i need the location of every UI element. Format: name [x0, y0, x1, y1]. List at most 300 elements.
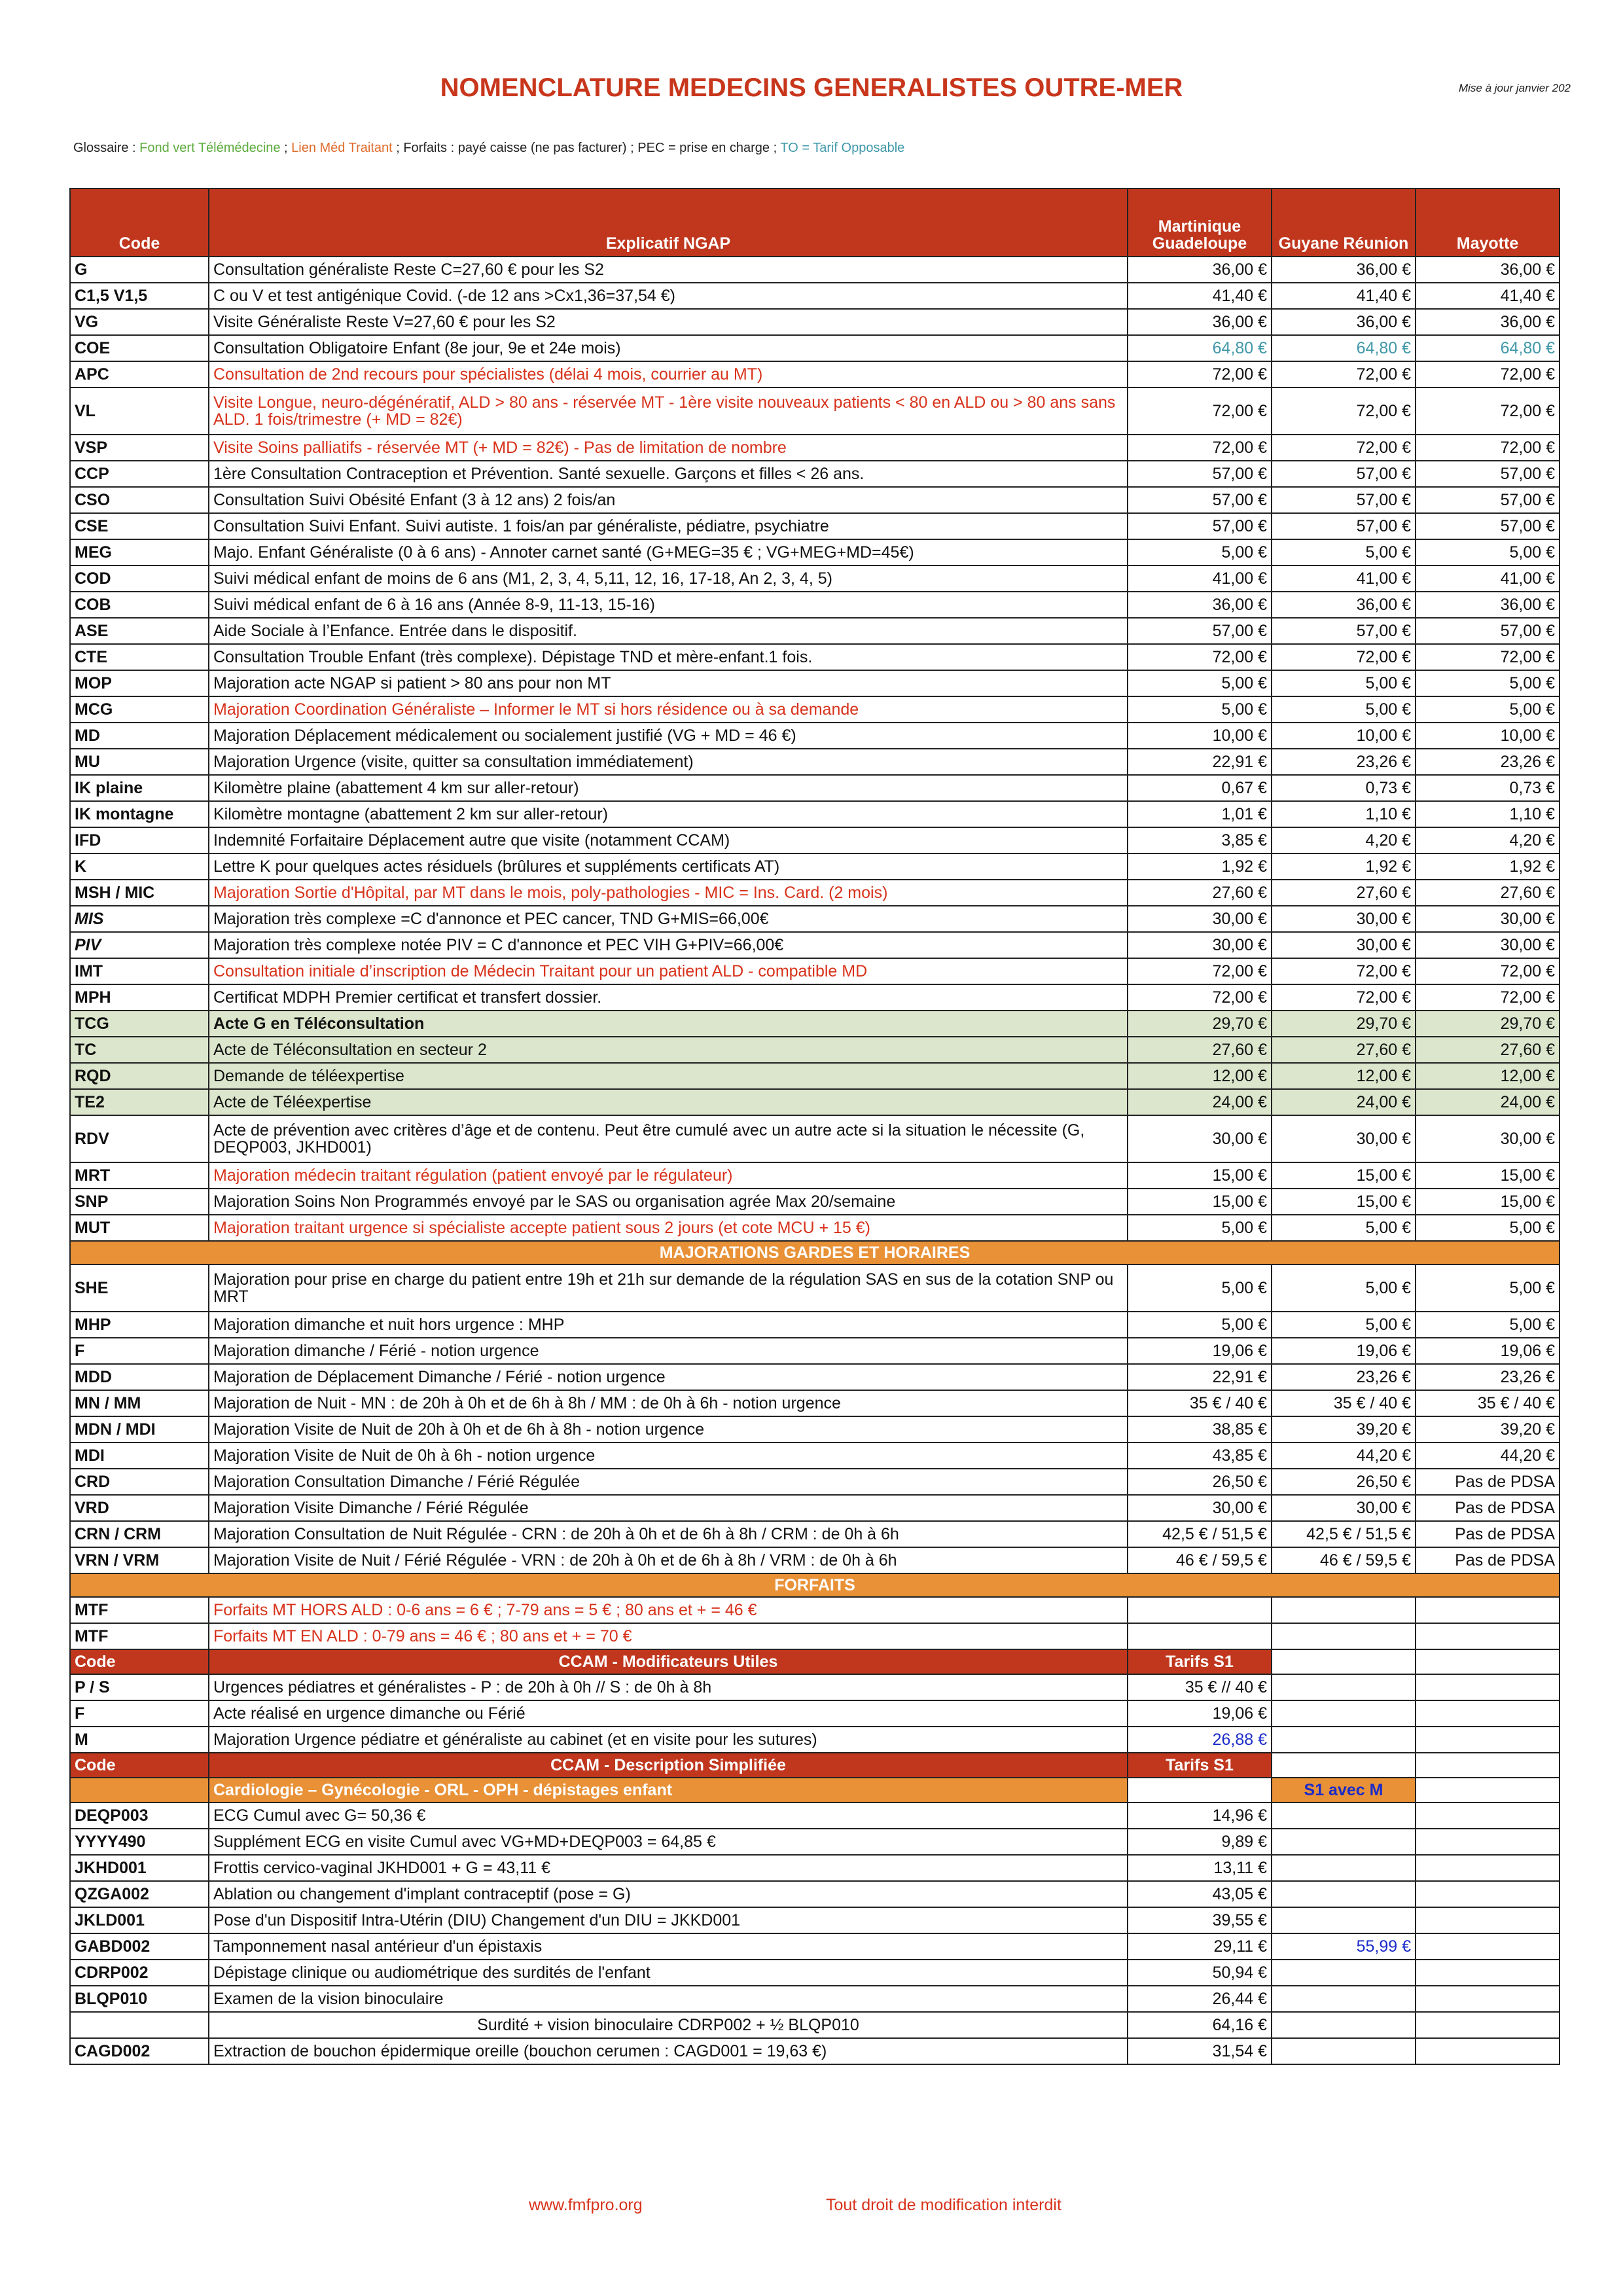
row-description: Majoration Sortie d'Hôpital, par MT dans le mois, poly-pathologies - MIC = Ins. Card. (2 mois) [209, 880, 1128, 906]
tarif-s1-m [1272, 2038, 1416, 2064]
row-description: Consultation Obligatoire Enfant (8e jour, 9e et 24e mois) [209, 335, 1128, 361]
martinique-value: 15,00 € [1128, 1162, 1272, 1189]
ccam-band [70, 1778, 1560, 1803]
guyane-value: 57,00 € [1272, 487, 1416, 513]
mayotte-value: 35 € / 40 € [1416, 1390, 1560, 1416]
tarif-s1-m [1272, 1986, 1416, 2012]
martinique-value: 38,85 € [1128, 1416, 1272, 1443]
row-code: F [70, 1700, 209, 1727]
mayotte-value: 15,00 € [1416, 1162, 1560, 1189]
row-code: VRN / VRM [70, 1547, 209, 1573]
martinique-value: 19,06 € [1128, 1338, 1272, 1364]
table-row [70, 723, 1560, 749]
table-row [70, 1390, 1560, 1416]
row-description: Majoration traitant urgence si spécialiste accepte patient sous 2 jours (et cote MCU + 15 €) [209, 1215, 1128, 1241]
martinique-value: 10,00 € [1128, 723, 1272, 749]
martinique-value: 72,00 € [1128, 387, 1272, 435]
martinique-value: 30,00 € [1128, 1495, 1272, 1521]
guyane-value: 29,70 € [1272, 1011, 1416, 1037]
row-description: Majoration dimanche et nuit hors urgence : MHP [209, 1312, 1128, 1338]
row-description: Majoration Coordination Généraliste – Informer le MT si hors résidence ou à sa demande [209, 696, 1128, 723]
martinique-value: 5,00 € [1128, 696, 1272, 723]
martinique-value: 72,00 € [1128, 361, 1272, 387]
mayotte-value: 30,00 € [1416, 1115, 1560, 1162]
header-guyane: Guyane Réunion [1272, 188, 1416, 257]
row-description: Majoration Visite de Nuit / Férié Régulée - VRN : de 20h à 0h et de 6h à 8h / VRM : de 0h à 6h [209, 1547, 1128, 1573]
table-row [70, 461, 1560, 487]
martinique-value: 15,00 € [1128, 1189, 1272, 1215]
table-row [70, 1907, 1560, 1933]
empty-cell [1416, 2012, 1560, 2038]
table-row [70, 565, 1560, 592]
table-row [70, 513, 1560, 539]
row-description: Aide Sociale à l’Enfance. Entrée dans le dispositif. [209, 618, 1128, 644]
martinique-value: 5,00 € [1128, 539, 1272, 565]
guyane-value: 23,26 € [1272, 749, 1416, 775]
table-row [70, 283, 1560, 309]
row-description: Majoration Déplacement médicalement ou socialement justifié (VG + MD = 46 €) [209, 723, 1128, 749]
row-description: Forfaits MT EN ALD : 0-79 ans = 46 € ; 80 ans et + = 70 € [209, 1623, 1128, 1649]
guyane-value: 4,20 € [1272, 827, 1416, 853]
table-row [70, 1700, 1560, 1727]
header-explicatif: Explicatif NGAP [209, 188, 1128, 257]
tarif-s1: 9,89 € [1128, 1829, 1272, 1855]
row-code: VL [70, 387, 209, 435]
empty-cell [1416, 1649, 1560, 1674]
table-row [70, 1829, 1560, 1855]
mayotte-value: 72,00 € [1416, 361, 1560, 387]
mayotte-value: 57,00 € [1416, 487, 1560, 513]
table-row [70, 1495, 1560, 1521]
mayotte-value: Pas de PDSA [1416, 1521, 1560, 1547]
guyane-value: 35 € / 40 € [1272, 1390, 1416, 1416]
table-row [70, 1037, 1560, 1063]
martinique-value: 72,00 € [1128, 984, 1272, 1011]
mayotte-value: 72,00 € [1416, 644, 1560, 670]
guyane-value: 72,00 € [1272, 387, 1416, 435]
empty-cell [1416, 1597, 1560, 1623]
row-code: CCP [70, 461, 209, 487]
tarif-s1: 64,16 € [1128, 2012, 1272, 2038]
row-description: Majoration Urgence (visite, quitter sa consultation immédiatement) [209, 749, 1128, 775]
footer-rights: Tout droit de modification interdit [826, 2196, 1061, 2214]
table-row [70, 1803, 1560, 1829]
mayotte-value: 12,00 € [1416, 1063, 1560, 1089]
table-row [70, 801, 1560, 827]
martinique-value: 24,00 € [1128, 1089, 1272, 1115]
tarif-s1-m [1272, 1803, 1416, 1829]
table-row [70, 1011, 1560, 1037]
row-description: Consultation initiale d’inscription de Médecin Traitant pour un patient ALD - compatible MD [209, 958, 1128, 984]
martinique-value: 29,70 € [1128, 1011, 1272, 1037]
tarif-s1-m [1272, 1727, 1416, 1753]
glossary-tele: Fond vert Télémédecine [139, 141, 281, 155]
row-code: MPH [70, 984, 209, 1011]
table-row [70, 335, 1560, 361]
martinique-value: 57,00 € [1128, 618, 1272, 644]
empty-cell [1416, 1674, 1560, 1700]
table-row [70, 775, 1560, 801]
tarif-s1: 26,44 € [1128, 1986, 1272, 2012]
row-code: JKLD001 [70, 1907, 209, 1933]
row-code: K [70, 853, 209, 880]
row-code: MDN / MDI [70, 1416, 209, 1443]
martinique-value: 22,91 € [1128, 1364, 1272, 1390]
empty-cell [1416, 1986, 1560, 2012]
martinique-value: 57,00 € [1128, 513, 1272, 539]
mayotte-value: 27,60 € [1416, 1037, 1560, 1063]
martinique-value: 1,92 € [1128, 853, 1272, 880]
row-description: Acte de Téléconsultation en secteur 2 [209, 1037, 1128, 1063]
ccam-modifiers-header-tarif: Tarifs S1 [1128, 1649, 1272, 1674]
table-row [70, 1089, 1560, 1115]
guyane-value: 15,00 € [1272, 1162, 1416, 1189]
row-description: Demande de téléexpertise [209, 1063, 1128, 1089]
guyane-value: 41,00 € [1272, 565, 1416, 592]
row-code: P / S [70, 1674, 209, 1700]
row-description: Suivi médical enfant de moins de 6 ans (M1, 2, 3, 4, 5,11, 12, 16, 17-18, An 2, 3, 4, 5) [209, 565, 1128, 592]
guyane-value: 5,00 € [1272, 539, 1416, 565]
ccam-modifiers-header-code: Code [70, 1649, 209, 1674]
row-code: RQD [70, 1063, 209, 1089]
glossary-mt: Lien Méd Traitant [291, 141, 393, 155]
mayotte-value: 27,60 € [1416, 880, 1560, 906]
row-description: Majoration pour prise en charge du patient entre 19h et 21h sur demande de la régulation SAS en sus de la cotation SNP ou MRT [209, 1265, 1128, 1312]
row-code: TE2 [70, 1089, 209, 1115]
mayotte-value: 5,00 € [1416, 1265, 1560, 1312]
table-row [70, 309, 1560, 335]
empty-cell [1416, 1727, 1560, 1753]
table-row [70, 1881, 1560, 1907]
row-description: Examen de la vision binoculaire [209, 1986, 1128, 2012]
mayotte-value: 39,20 € [1416, 1416, 1560, 1443]
page-title: NOMENCLATURE MEDECINS GENERALISTES OUTRE-MER [440, 73, 1183, 102]
mayotte-value: 57,00 € [1416, 513, 1560, 539]
guyane-value: 72,00 € [1272, 644, 1416, 670]
empty-cell [1272, 1597, 1416, 1623]
martinique-value: 57,00 € [1128, 487, 1272, 513]
mayotte-value: 30,00 € [1416, 906, 1560, 932]
mayotte-value: 24,00 € [1416, 1089, 1560, 1115]
empty-cell [1128, 1623, 1272, 1649]
empty-cell [1272, 1623, 1416, 1649]
martinique-value: 36,00 € [1128, 592, 1272, 618]
guyane-value: 30,00 € [1272, 932, 1416, 958]
table-row [70, 906, 1560, 932]
empty-cell [1272, 1753, 1416, 1778]
row-code [70, 2012, 209, 2038]
row-code: MIS [70, 906, 209, 932]
table-row [70, 984, 1560, 1011]
row-description: Certificat MDPH Premier certificat et transfert dossier. [209, 984, 1128, 1011]
empty-cell [1416, 1855, 1560, 1881]
row-description: Majoration de Nuit - MN : de 20h à 0h et de 6h à 8h / MM : de 0h à 6h - notion urgence [209, 1390, 1128, 1416]
guyane-value: 41,40 € [1272, 283, 1416, 309]
mayotte-value: 5,00 € [1416, 539, 1560, 565]
martinique-value: 12,00 € [1128, 1063, 1272, 1089]
guyane-value: 5,00 € [1272, 1265, 1416, 1312]
tarif-s1: 31,54 € [1128, 2038, 1272, 2064]
row-description: Tamponnement nasal antérieur d'un épistaxis [209, 1933, 1128, 1960]
martinique-value: 3,85 € [1128, 827, 1272, 853]
tarif-s1: 14,96 € [1128, 1803, 1272, 1829]
guyane-value: 57,00 € [1272, 618, 1416, 644]
row-description: Majoration Urgence pédiatre et généraliste au cabinet (et en visite pour les sutures) [209, 1727, 1128, 1753]
row-code: PIV [70, 932, 209, 958]
mayotte-value: 5,00 € [1416, 1312, 1560, 1338]
guyane-value: 27,60 € [1272, 1037, 1416, 1063]
row-code: COE [70, 335, 209, 361]
row-description: Majo. Enfant Généraliste (0 à 6 ans) - Annoter carnet santé (G+MEG=35 € ; VG+MEG+MD=45€) [209, 539, 1128, 565]
row-code: TCG [70, 1011, 209, 1037]
table-row [70, 749, 1560, 775]
empty-cell [1416, 1829, 1560, 1855]
martinique-value: 46 € / 59,5 € [1128, 1547, 1272, 1573]
table-row [70, 1115, 1560, 1162]
guyane-value: 23,26 € [1272, 1364, 1416, 1390]
table-row [70, 257, 1560, 283]
guyane-value: 27,60 € [1272, 880, 1416, 906]
row-code: CDRP002 [70, 1960, 209, 1986]
ccam-band-title: Cardiologie – Gynécologie - ORL - OPH - dépistages enfant [209, 1778, 1128, 1803]
guyane-value: 72,00 € [1272, 361, 1416, 387]
guyane-value: 24,00 € [1272, 1089, 1416, 1115]
table-row [70, 827, 1560, 853]
row-description: Kilomètre plaine (abattement 4 km sur aller-retour) [209, 775, 1128, 801]
update-note: Mise à jour janvier 202 [1458, 82, 1571, 94]
empty-cell [1416, 2038, 1560, 2064]
row-code: GABD002 [70, 1933, 209, 1960]
footer-website[interactable]: www.fmfpro.org [529, 2196, 643, 2214]
row-code: MN / MM [70, 1390, 209, 1416]
row-description: Lettre K pour quelques actes résiduels (brûlures et suppléments certificats AT) [209, 853, 1128, 880]
mayotte-value: 64,80 € [1416, 335, 1560, 361]
row-description: Majoration Consultation de Nuit Régulée - CRN : de 20h à 0h et de 6h à 8h / CRM : de 0h à 6h [209, 1521, 1128, 1547]
mayotte-value: 36,00 € [1416, 592, 1560, 618]
table-row [70, 1162, 1560, 1189]
guyane-value: 36,00 € [1272, 257, 1416, 283]
guyane-value: 12,00 € [1272, 1063, 1416, 1089]
row-description: Majoration médecin traitant régulation (patient envoyé par le régulateur) [209, 1162, 1128, 1189]
row-description: Forfaits MT HORS ALD : 0-6 ans = 6 € ; 7-79 ans = 5 € ; 80 ans et + = 46 € [209, 1597, 1128, 1623]
header-code: Code [70, 188, 209, 257]
row-code: SNP [70, 1189, 209, 1215]
row-code: CSE [70, 513, 209, 539]
table-row [70, 1189, 1560, 1215]
martinique-value: 72,00 € [1128, 435, 1272, 461]
row-code: MEG [70, 539, 209, 565]
row-code: QZGA002 [70, 1881, 209, 1907]
row-description: Visite Longue, neuro-dégénératif, ALD > 80 ans - réservée MT - 1ère visite nouveaux patients < 80 en ALD ou > 80 ans sans ALD. 1 fois/trimestre (+ MD = 82€) [209, 387, 1128, 435]
row-description: Extraction de bouchon épidermique oreille (bouchon cerumen : CAGD001 = 19,63 €) [209, 2038, 1128, 2064]
mayotte-value: 72,00 € [1416, 958, 1560, 984]
table-row [70, 1364, 1560, 1390]
table-row [70, 1933, 1560, 1960]
row-description: Visite Généraliste Reste V=27,60 € pour les S2 [209, 309, 1128, 335]
martinique-value: 64,80 € [1128, 335, 1272, 361]
mayotte-value: 23,26 € [1416, 1364, 1560, 1390]
empty-cell [1416, 1700, 1560, 1727]
row-description: Visite Soins palliatifs - réservée MT (+ MD = 82€) - Pas de limitation de nombre [209, 435, 1128, 461]
table-row [70, 435, 1560, 461]
table-row [70, 670, 1560, 696]
row-description: Majoration très complexe =C d'annonce et PEC cancer, TND G+MIS=66,00€ [209, 906, 1128, 932]
tarif-s1-m [1272, 1907, 1416, 1933]
table-row [70, 387, 1560, 435]
row-code: CSO [70, 487, 209, 513]
row-code: IMT [70, 958, 209, 984]
mayotte-value: 72,00 € [1416, 387, 1560, 435]
tarif-s1: 13,11 € [1128, 1855, 1272, 1881]
mayotte-value: 23,26 € [1416, 749, 1560, 775]
row-code: ASE [70, 618, 209, 644]
guyane-value: 30,00 € [1272, 1495, 1416, 1521]
row-code: COB [70, 592, 209, 618]
martinique-value: 36,00 € [1128, 309, 1272, 335]
mayotte-value: Pas de PDSA [1416, 1495, 1560, 1521]
row-description: Supplément ECG en visite Cumul avec VG+MD+DEQP003 = 64,85 € [209, 1829, 1128, 1855]
table-row [70, 958, 1560, 984]
table-row [70, 487, 1560, 513]
mayotte-value: 1,10 € [1416, 801, 1560, 827]
row-description: Majoration dimanche / Férié - notion urgence [209, 1338, 1128, 1364]
guyane-value: 15,00 € [1272, 1189, 1416, 1215]
guyane-value: 44,20 € [1272, 1443, 1416, 1469]
mayotte-value: 57,00 € [1416, 618, 1560, 644]
guyane-value: 30,00 € [1272, 906, 1416, 932]
row-description: Dépistage clinique ou audiométrique des surdités de l'enfant [209, 1960, 1128, 1986]
mayotte-value: 0,73 € [1416, 775, 1560, 801]
row-description: Kilomètre montagne (abattement 2 km sur aller-retour) [209, 801, 1128, 827]
table-row [70, 1338, 1560, 1364]
empty-cell [1416, 1907, 1560, 1933]
row-code: MTF [70, 1623, 209, 1649]
table-row [70, 1623, 1560, 1649]
guyane-value: 39,20 € [1272, 1416, 1416, 1443]
ccam-modifiers-header [70, 1649, 1560, 1674]
guyane-value: 1,10 € [1272, 801, 1416, 827]
guyane-value: 5,00 € [1272, 1215, 1416, 1241]
ccam-description-header-code: Code [70, 1753, 209, 1778]
row-description: Surdité + vision binoculaire CDRP002 + ½ BLQP010 [209, 2012, 1128, 2038]
row-code: VG [70, 309, 209, 335]
row-description: Pose d'un Dispositif Intra-Utérin (DIU) Changement d'un DIU = JKKD001 [209, 1907, 1128, 1933]
mayotte-value: Pas de PDSA [1416, 1469, 1560, 1495]
row-code: IK plaine [70, 775, 209, 801]
ccam-description-header [70, 1753, 1560, 1778]
tarif-s1: 35 € // 40 € [1128, 1674, 1272, 1700]
tarif-s1-m [1272, 1674, 1416, 1700]
martinique-value: 41,40 € [1128, 283, 1272, 309]
mayotte-value: 72,00 € [1416, 984, 1560, 1011]
empty-cell [1416, 1933, 1560, 1960]
empty-cell [1128, 1778, 1272, 1803]
table-row [70, 2038, 1560, 2064]
mayotte-value: 36,00 € [1416, 309, 1560, 335]
guyane-value: 72,00 € [1272, 984, 1416, 1011]
row-code: G [70, 257, 209, 283]
guyane-value: 57,00 € [1272, 513, 1416, 539]
table-row [70, 1727, 1560, 1753]
nomenclature-table [69, 188, 1560, 2065]
mayotte-value: 5,00 € [1416, 670, 1560, 696]
empty-cell [1416, 1778, 1560, 1803]
mayotte-value: 36,00 € [1416, 257, 1560, 283]
martinique-value: 42,5 € / 51,5 € [1128, 1521, 1272, 1547]
martinique-value: 26,50 € [1128, 1469, 1272, 1495]
mayotte-value: 5,00 € [1416, 696, 1560, 723]
empty-cell [1272, 1649, 1416, 1674]
table-row [70, 1312, 1560, 1338]
tarif-s1: 39,55 € [1128, 1907, 1272, 1933]
martinique-value: 57,00 € [1128, 461, 1272, 487]
mayotte-value: 29,70 € [1416, 1011, 1560, 1037]
mayotte-value: 4,20 € [1416, 827, 1560, 853]
row-code: MOP [70, 670, 209, 696]
row-code: VRD [70, 1495, 209, 1521]
table-row [70, 1986, 1560, 2012]
table-header [70, 188, 1560, 257]
row-code: MRT [70, 1162, 209, 1189]
martinique-value: 36,00 € [1128, 257, 1272, 283]
martinique-value: 0,67 € [1128, 775, 1272, 801]
row-code: IFD [70, 827, 209, 853]
table-row [70, 1960, 1560, 1986]
table-row [70, 932, 1560, 958]
table-row [70, 1597, 1560, 1623]
row-description: Consultation Trouble Enfant (très complexe). Dépistage TND et mère-enfant.1 fois. [209, 644, 1128, 670]
table-row [70, 1416, 1560, 1443]
guyane-value: 26,50 € [1272, 1469, 1416, 1495]
mayotte-value: 5,00 € [1416, 1215, 1560, 1241]
row-code: MDI [70, 1443, 209, 1469]
mayotte-value: 15,00 € [1416, 1189, 1560, 1215]
row-code: MD [70, 723, 209, 749]
row-description: Majoration très complexe notée PIV = C d'annonce et PEC VIH G+PIV=66,00€ [209, 932, 1128, 958]
row-code: BLQP010 [70, 1986, 209, 2012]
row-code: MHP [70, 1312, 209, 1338]
row-code: MDD [70, 1364, 209, 1390]
row-code: MCG [70, 696, 209, 723]
row-description: Ablation ou changement d'implant contraceptif (pose = G) [209, 1881, 1128, 1907]
section-forfaits [70, 1573, 1560, 1597]
row-code: VSP [70, 435, 209, 461]
tarif-s1: 26,88 € [1128, 1727, 1272, 1753]
martinique-value: 27,60 € [1128, 1037, 1272, 1063]
martinique-value: 72,00 € [1128, 644, 1272, 670]
row-code: TC [70, 1037, 209, 1063]
glossary [73, 141, 904, 156]
row-description: Majoration de Déplacement Dimanche / Férié - notion urgence [209, 1364, 1128, 1390]
row-code: COD [70, 565, 209, 592]
martinique-value: 27,60 € [1128, 880, 1272, 906]
row-description: Indemnité Forfaitaire Déplacement autre que visite (notamment CCAM) [209, 827, 1128, 853]
mayotte-value: 30,00 € [1416, 932, 1560, 958]
row-code: APC [70, 361, 209, 387]
row-description: Majoration acte NGAP si patient > 80 ans pour non MT [209, 670, 1128, 696]
guyane-value: 19,06 € [1272, 1338, 1416, 1364]
row-description: Acte de Téléexpertise [209, 1089, 1128, 1115]
martinique-value: 22,91 € [1128, 749, 1272, 775]
table-row [70, 1443, 1560, 1469]
glossary-mid: ; Forfaits : payé caisse (ne pas facturer) ; PEC = prise en charge ; [392, 141, 781, 155]
row-description: Frottis cervico-vaginal JKHD001 + G = 43,11 € [209, 1855, 1128, 1881]
row-description: Majoration Visite de Nuit de 0h à 6h - notion urgence [209, 1443, 1128, 1469]
martinique-value: 43,85 € [1128, 1443, 1272, 1469]
row-description: 1ère Consultation Contraception et Prévention. Santé sexuelle. Garçons et filles < 26 ans. [209, 461, 1128, 487]
guyane-value: 72,00 € [1272, 435, 1416, 461]
header-mayotte: Mayotte [1416, 188, 1560, 257]
